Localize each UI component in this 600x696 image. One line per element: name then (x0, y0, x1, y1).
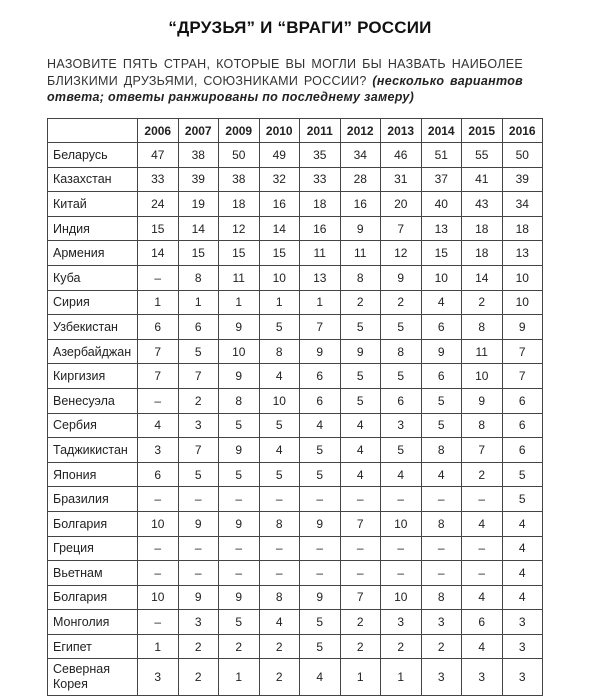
value-cell: 38 (178, 143, 219, 168)
table-row (48, 241, 543, 266)
year-header: 2016 (502, 119, 543, 143)
value-cell: 8 (259, 511, 300, 536)
table-row (48, 167, 543, 192)
value-cell: 41 (462, 167, 503, 192)
value-cell: 37 (421, 167, 462, 192)
table-body (48, 143, 543, 696)
value-cell: 11 (340, 241, 381, 266)
value-cell: – (138, 265, 179, 290)
value-cell: – (462, 487, 503, 512)
value-cell: 8 (340, 265, 381, 290)
value-cell: 9 (178, 511, 219, 536)
value-cell: 10 (381, 511, 422, 536)
value-cell: 9 (300, 339, 341, 364)
value-cell: 5 (340, 315, 381, 340)
value-cell: 6 (138, 315, 179, 340)
country-cell: Сирия (48, 290, 138, 315)
value-cell: – (381, 536, 422, 561)
value-cell: 4 (259, 610, 300, 635)
value-cell: 6 (421, 315, 462, 340)
value-cell: 12 (219, 216, 260, 241)
value-cell: 11 (300, 241, 341, 266)
value-cell: 38 (219, 167, 260, 192)
value-cell: 8 (178, 265, 219, 290)
country-cell: Беларусь (48, 143, 138, 168)
value-cell: 4 (462, 634, 503, 659)
value-cell: 5 (502, 462, 543, 487)
value-cell: 10 (259, 265, 300, 290)
country-cell: Таджикистан (48, 438, 138, 463)
value-cell: – (259, 536, 300, 561)
value-cell: 46 (381, 143, 422, 168)
value-cell: 2 (178, 659, 219, 696)
country-cell: Китай (48, 192, 138, 217)
value-cell: 47 (138, 143, 179, 168)
value-cell: – (421, 536, 462, 561)
value-cell: – (138, 610, 179, 635)
value-cell: 3 (462, 659, 503, 696)
value-cell: – (340, 487, 381, 512)
value-cell: – (178, 536, 219, 561)
value-cell: 7 (502, 339, 543, 364)
question-text: НАЗОВИТЕ ПЯТЬ СТРАН, КОТОРЫЕ ВЫ МОГЛИ БЫ НАЗВАТЬ НАИБОЛЕЕ БЛИЗКИМИ ДРУЗЬЯМИ, СОЮЗНИКАМИ РОССИИ? (47, 57, 523, 88)
value-cell: 8 (381, 339, 422, 364)
value-cell: – (340, 561, 381, 586)
country-cell: Азербайджан (48, 339, 138, 364)
value-cell: – (138, 561, 179, 586)
value-cell: 9 (300, 511, 341, 536)
value-cell: 6 (421, 364, 462, 389)
table-row (48, 339, 543, 364)
value-cell: 24 (138, 192, 179, 217)
value-cell: 28 (340, 167, 381, 192)
value-cell: 35 (300, 143, 341, 168)
country-cell: Египет (48, 634, 138, 659)
value-cell: 9 (219, 438, 260, 463)
value-cell: – (259, 487, 300, 512)
value-cell: 14 (178, 216, 219, 241)
header-corner (48, 119, 138, 143)
value-cell: – (381, 561, 422, 586)
value-cell: 1 (178, 290, 219, 315)
year-header: 2010 (259, 119, 300, 143)
value-cell: 4 (502, 511, 543, 536)
table-row (48, 659, 543, 696)
value-cell: 2 (259, 634, 300, 659)
value-cell: 50 (219, 143, 260, 168)
value-cell: 6 (300, 388, 341, 413)
year-header: 2013 (381, 119, 422, 143)
table-row (48, 462, 543, 487)
value-cell: 6 (300, 364, 341, 389)
value-cell: 2 (340, 610, 381, 635)
value-cell: 2 (381, 290, 422, 315)
value-cell: 2 (462, 462, 503, 487)
value-cell: 4 (259, 438, 300, 463)
value-cell: 10 (462, 364, 503, 389)
value-cell: 7 (340, 511, 381, 536)
value-cell: 13 (300, 265, 341, 290)
table-row (48, 634, 543, 659)
table-row (48, 413, 543, 438)
table-row (48, 388, 543, 413)
value-cell: 4 (300, 659, 341, 696)
value-cell: 43 (462, 192, 503, 217)
value-cell: 5 (421, 388, 462, 413)
value-cell: 5 (178, 462, 219, 487)
value-cell: – (259, 561, 300, 586)
value-cell: 6 (502, 388, 543, 413)
value-cell: 1 (300, 290, 341, 315)
country-cell: Киргизия (48, 364, 138, 389)
value-cell: 15 (421, 241, 462, 266)
value-cell: 5 (219, 462, 260, 487)
value-cell: 9 (219, 511, 260, 536)
value-cell: 10 (502, 265, 543, 290)
value-cell: 5 (340, 364, 381, 389)
value-cell: 9 (381, 265, 422, 290)
value-cell: 2 (340, 634, 381, 659)
value-cell: 8 (421, 585, 462, 610)
value-cell: 4 (138, 413, 179, 438)
value-cell: 3 (178, 610, 219, 635)
value-cell: 9 (462, 388, 503, 413)
value-cell: – (219, 487, 260, 512)
value-cell: 10 (502, 290, 543, 315)
value-cell: 8 (219, 388, 260, 413)
value-cell: 5 (300, 610, 341, 635)
value-cell: – (138, 388, 179, 413)
value-cell: 1 (340, 659, 381, 696)
value-cell: – (462, 536, 503, 561)
value-cell: 3 (138, 438, 179, 463)
value-cell: 6 (138, 462, 179, 487)
country-cell: Болгария (48, 585, 138, 610)
value-cell: 13 (502, 241, 543, 266)
year-header: 2006 (138, 119, 179, 143)
country-cell: Армения (48, 241, 138, 266)
value-cell: 2 (381, 634, 422, 659)
value-cell: 6 (502, 413, 543, 438)
value-cell: – (300, 561, 341, 586)
value-cell: 9 (300, 585, 341, 610)
value-cell: 13 (421, 216, 462, 241)
value-cell: 33 (138, 167, 179, 192)
value-cell: 16 (259, 192, 300, 217)
table-row (48, 536, 543, 561)
value-cell: 12 (381, 241, 422, 266)
value-cell: 2 (219, 634, 260, 659)
value-cell: 40 (421, 192, 462, 217)
country-cell: Бразилия (48, 487, 138, 512)
value-cell: 4 (421, 290, 462, 315)
value-cell: 7 (178, 438, 219, 463)
value-cell: 1 (138, 290, 179, 315)
table-row (48, 561, 543, 586)
value-cell: 7 (462, 438, 503, 463)
value-cell: 55 (462, 143, 503, 168)
value-cell: 4 (340, 462, 381, 487)
value-cell: 4 (381, 462, 422, 487)
value-cell: 34 (340, 143, 381, 168)
year-header: 2011 (300, 119, 341, 143)
country-cell: Северная Корея (48, 659, 138, 696)
table-row (48, 438, 543, 463)
value-cell: 10 (381, 585, 422, 610)
value-cell: 9 (219, 315, 260, 340)
value-cell: – (300, 536, 341, 561)
value-cell: 2 (259, 659, 300, 696)
value-cell: 9 (178, 585, 219, 610)
value-cell: 7 (502, 364, 543, 389)
value-cell: 11 (219, 265, 260, 290)
value-cell: – (138, 487, 179, 512)
value-cell: 5 (502, 487, 543, 512)
value-cell: 8 (421, 438, 462, 463)
table-row (48, 290, 543, 315)
value-cell: 10 (138, 585, 179, 610)
value-cell: 5 (219, 413, 260, 438)
table-row (48, 216, 543, 241)
country-cell: Сербия (48, 413, 138, 438)
value-cell: 7 (300, 315, 341, 340)
table-row (48, 511, 543, 536)
country-cell: Болгария (48, 511, 138, 536)
value-cell: 7 (178, 364, 219, 389)
value-cell: 33 (300, 167, 341, 192)
value-cell: 10 (138, 511, 179, 536)
value-cell: 9 (219, 585, 260, 610)
value-cell: 2 (340, 290, 381, 315)
value-cell: 5 (421, 413, 462, 438)
value-cell: 7 (340, 585, 381, 610)
value-cell: 8 (259, 585, 300, 610)
value-cell: 9 (421, 339, 462, 364)
value-cell: 3 (381, 610, 422, 635)
value-cell: 1 (219, 290, 260, 315)
value-cell: 18 (502, 216, 543, 241)
page-title: “ДРУЗЬЯ” И “ВРАГИ” РОССИИ (168, 18, 432, 37)
value-cell: – (219, 536, 260, 561)
value-cell: 2 (421, 634, 462, 659)
value-cell: 1 (138, 634, 179, 659)
value-cell: 5 (178, 339, 219, 364)
value-cell: 6 (381, 388, 422, 413)
value-cell: 16 (300, 216, 341, 241)
value-cell: 4 (502, 536, 543, 561)
value-cell: 15 (138, 216, 179, 241)
value-cell: 9 (340, 216, 381, 241)
value-cell: 6 (502, 438, 543, 463)
value-cell: – (219, 561, 260, 586)
header-row (48, 119, 543, 143)
table-row (48, 143, 543, 168)
value-cell: 2 (178, 634, 219, 659)
value-cell: 1 (219, 659, 260, 696)
value-cell: – (178, 487, 219, 512)
value-cell: 5 (300, 634, 341, 659)
country-cell: Индия (48, 216, 138, 241)
table-row (48, 315, 543, 340)
value-cell: 3 (421, 610, 462, 635)
value-cell: 3 (421, 659, 462, 696)
value-cell: 18 (462, 216, 503, 241)
value-cell: 9 (502, 315, 543, 340)
value-cell: 8 (421, 511, 462, 536)
table-row (48, 265, 543, 290)
value-cell: 49 (259, 143, 300, 168)
value-cell: 5 (381, 315, 422, 340)
value-cell: 18 (219, 192, 260, 217)
country-cell: Вьетнам (48, 561, 138, 586)
value-cell: 4 (340, 413, 381, 438)
value-cell: 32 (259, 167, 300, 192)
value-cell: 8 (462, 413, 503, 438)
value-cell: – (421, 561, 462, 586)
table-row (48, 487, 543, 512)
year-header: 2009 (219, 119, 260, 143)
value-cell: 10 (219, 339, 260, 364)
value-cell: 4 (462, 585, 503, 610)
value-cell: 5 (300, 462, 341, 487)
value-cell: – (381, 487, 422, 512)
value-cell: 39 (178, 167, 219, 192)
value-cell: – (340, 536, 381, 561)
value-cell: 39 (502, 167, 543, 192)
country-cell: Казахстан (48, 167, 138, 192)
value-cell: 3 (502, 634, 543, 659)
value-cell: 15 (219, 241, 260, 266)
question-note: (несколько вариантов ответа; ответы ранжированы по последнему замеру) (47, 73, 523, 104)
value-cell: 31 (381, 167, 422, 192)
value-cell: 6 (462, 610, 503, 635)
value-cell: – (178, 561, 219, 586)
value-cell: 1 (259, 290, 300, 315)
value-cell: 3 (178, 413, 219, 438)
value-cell: 5 (259, 315, 300, 340)
value-cell: 14 (259, 216, 300, 241)
value-cell: 10 (421, 265, 462, 290)
value-cell: 1 (381, 659, 422, 696)
table-row (48, 585, 543, 610)
value-cell: – (138, 536, 179, 561)
year-header: 2012 (340, 119, 381, 143)
value-cell: 50 (502, 143, 543, 168)
value-cell: 4 (502, 585, 543, 610)
value-cell: 8 (462, 315, 503, 340)
value-cell: – (300, 487, 341, 512)
value-cell: 5 (219, 610, 260, 635)
value-cell: 34 (502, 192, 543, 217)
value-cell: 2 (462, 290, 503, 315)
value-cell: 20 (381, 192, 422, 217)
value-cell: 15 (178, 241, 219, 266)
value-cell: 18 (300, 192, 341, 217)
value-cell: 7 (381, 216, 422, 241)
value-cell: 3 (138, 659, 179, 696)
country-cell: Венесуэла (48, 388, 138, 413)
table-row (48, 610, 543, 635)
value-cell: 6 (178, 315, 219, 340)
value-cell: 3 (502, 659, 543, 696)
value-cell: – (462, 561, 503, 586)
value-cell: 5 (381, 438, 422, 463)
value-cell: 4 (340, 438, 381, 463)
country-cell: Монголия (48, 610, 138, 635)
value-cell: 4 (300, 413, 341, 438)
value-cell: 5 (340, 388, 381, 413)
value-cell: 7 (138, 364, 179, 389)
value-cell: 16 (340, 192, 381, 217)
value-cell: 14 (462, 265, 503, 290)
value-cell: 3 (502, 610, 543, 635)
year-header: 2007 (178, 119, 219, 143)
value-cell: 51 (421, 143, 462, 168)
year-header: 2014 (421, 119, 462, 143)
country-cell: Куба (48, 265, 138, 290)
value-cell: 4 (462, 511, 503, 536)
value-cell: 18 (462, 241, 503, 266)
value-cell: – (421, 487, 462, 512)
value-cell: 5 (300, 438, 341, 463)
value-cell: 4 (259, 364, 300, 389)
value-cell: 5 (381, 364, 422, 389)
table-row (48, 364, 543, 389)
value-cell: 11 (462, 339, 503, 364)
results-table (47, 118, 543, 696)
value-cell: 3 (381, 413, 422, 438)
value-cell: 2 (178, 388, 219, 413)
value-cell: 8 (259, 339, 300, 364)
value-cell: 15 (259, 241, 300, 266)
country-cell: Узбекистан (48, 315, 138, 340)
value-cell: 5 (259, 462, 300, 487)
value-cell: 14 (138, 241, 179, 266)
value-cell: 4 (502, 561, 543, 586)
value-cell: 9 (219, 364, 260, 389)
value-cell: 4 (421, 462, 462, 487)
country-cell: Греция (48, 536, 138, 561)
value-cell: 5 (259, 413, 300, 438)
value-cell: 10 (259, 388, 300, 413)
value-cell: 9 (340, 339, 381, 364)
value-cell: 19 (178, 192, 219, 217)
survey-question (47, 56, 523, 106)
value-cell: 7 (138, 339, 179, 364)
country-cell: Япония (48, 462, 138, 487)
table-row (48, 192, 543, 217)
year-header: 2015 (462, 119, 503, 143)
